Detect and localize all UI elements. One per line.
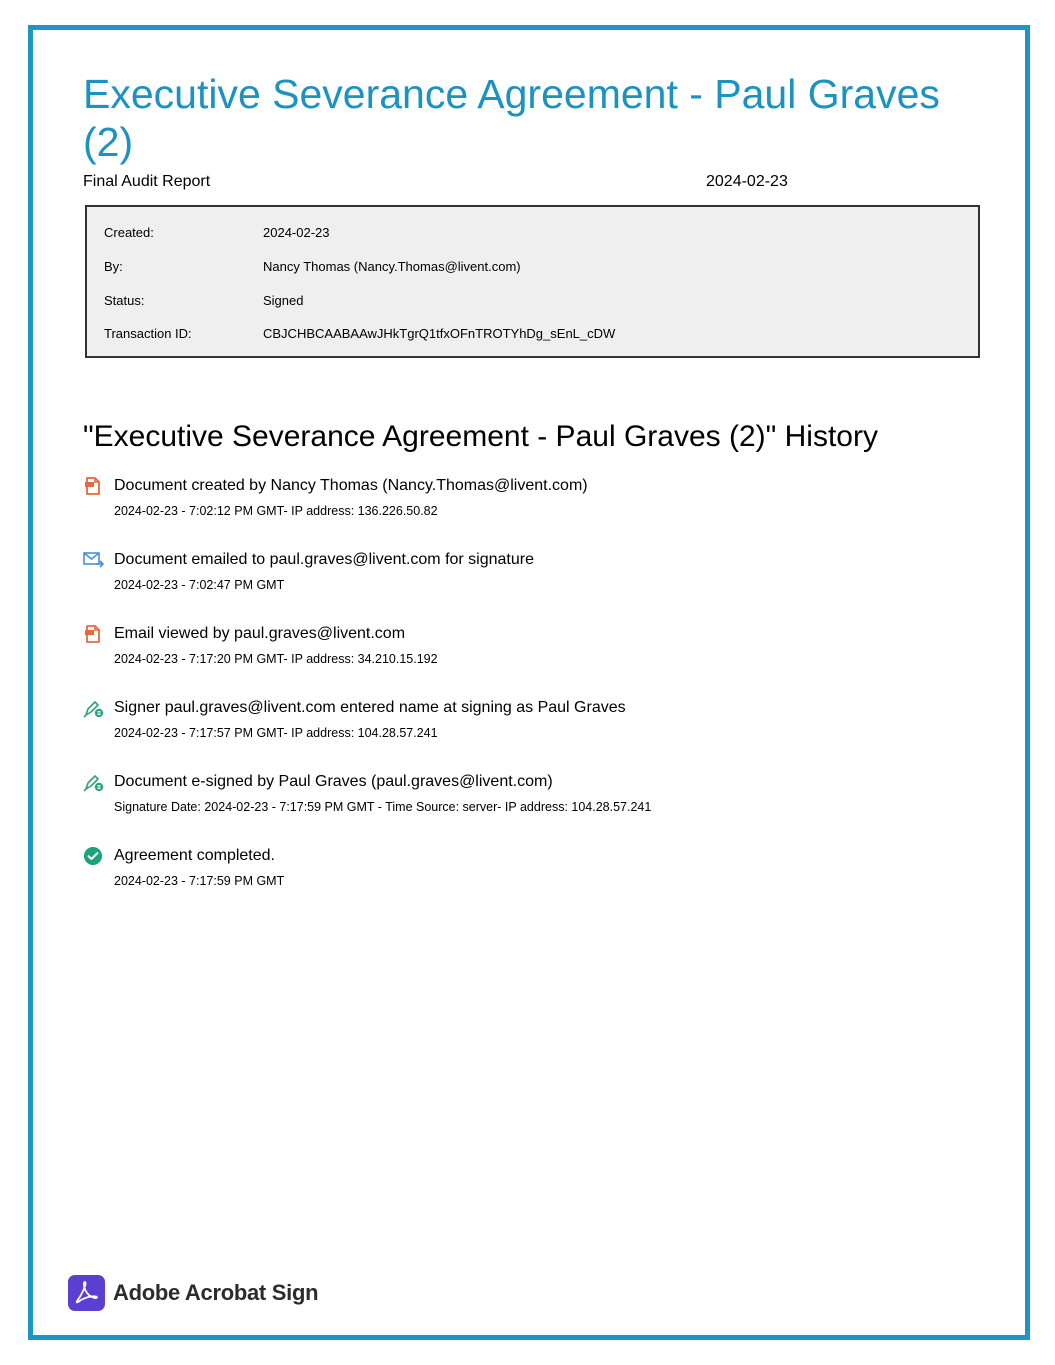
- document-title: Executive Severance Agreement - Paul Graves (2): [83, 71, 940, 165]
- history-event: [83, 476, 983, 526]
- document-icon: [83, 476, 103, 496]
- history-event: [83, 772, 983, 822]
- by-label: By:: [104, 259, 123, 274]
- status-label: Status:: [104, 293, 145, 308]
- status-value: Signed: [263, 293, 304, 308]
- check-circle-icon: [83, 846, 103, 866]
- event-title: Document e-signed by Paul Graves (paul.graves@livent.com): [114, 773, 553, 790]
- event-title: Email viewed by paul.graves@livent.com: [114, 625, 406, 642]
- by-value: Nancy Thomas (Nancy.Thomas@livent.com): [263, 259, 521, 274]
- pen-sign-icon: [83, 698, 103, 718]
- event-detail: 2024-02-23 - 7:17:57 PM GMT- IP address: 104.28.57.241: [114, 726, 438, 740]
- event-detail: 2024-02-23 - 7:02:47 PM GMT: [114, 578, 285, 592]
- report-date: 2024-02-23: [706, 173, 788, 190]
- transaction-value: CBJCHBCAABAAwJHkTgrQ1tfxOFnTROTYhDg_sEnL_cDW: [263, 326, 616, 341]
- event-title: Signer paul.graves@livent.com entered name at signing as Paul Graves: [114, 699, 626, 716]
- event-detail: Signature Date: 2024-02-23 - 7:17:59 PM GMT - Time Source: server- IP address: 104.28.57.241: [114, 800, 652, 814]
- created-label: Created:: [104, 225, 154, 240]
- created-value: 2024-02-23: [263, 225, 330, 240]
- summary-box: [85, 205, 980, 358]
- report-subtitle: Final Audit Report: [83, 173, 211, 190]
- event-title: Document created by Nancy Thomas (Nancy.Thomas@livent.com): [114, 477, 588, 494]
- pen-sign-icon: [83, 772, 103, 792]
- brand-footer: [68, 1275, 328, 1311]
- event-detail: 2024-02-23 - 7:17:59 PM GMT: [114, 874, 285, 888]
- transaction-label: Transaction ID:: [104, 326, 192, 341]
- history-event: [83, 846, 983, 896]
- history-event: [83, 698, 983, 748]
- history-event: [83, 550, 983, 600]
- email-sent-icon: [83, 550, 103, 570]
- history-heading: "Executive Severance Agreement - Paul Graves (2)" History: [83, 420, 878, 453]
- acrobat-logo-icon: [68, 1275, 105, 1311]
- history-event: [83, 624, 983, 674]
- event-detail: 2024-02-23 - 7:17:20 PM GMT- IP address: 34.210.15.192: [114, 652, 438, 666]
- event-title: Document emailed to paul.graves@livent.com for signature: [114, 551, 534, 568]
- brand-name: Adobe Acrobat Sign: [113, 1280, 319, 1305]
- document-icon: [83, 624, 103, 644]
- event-title: Agreement completed.: [114, 847, 275, 864]
- event-detail: 2024-02-23 - 7:02:12 PM GMT- IP address: 136.226.50.82: [114, 504, 438, 518]
